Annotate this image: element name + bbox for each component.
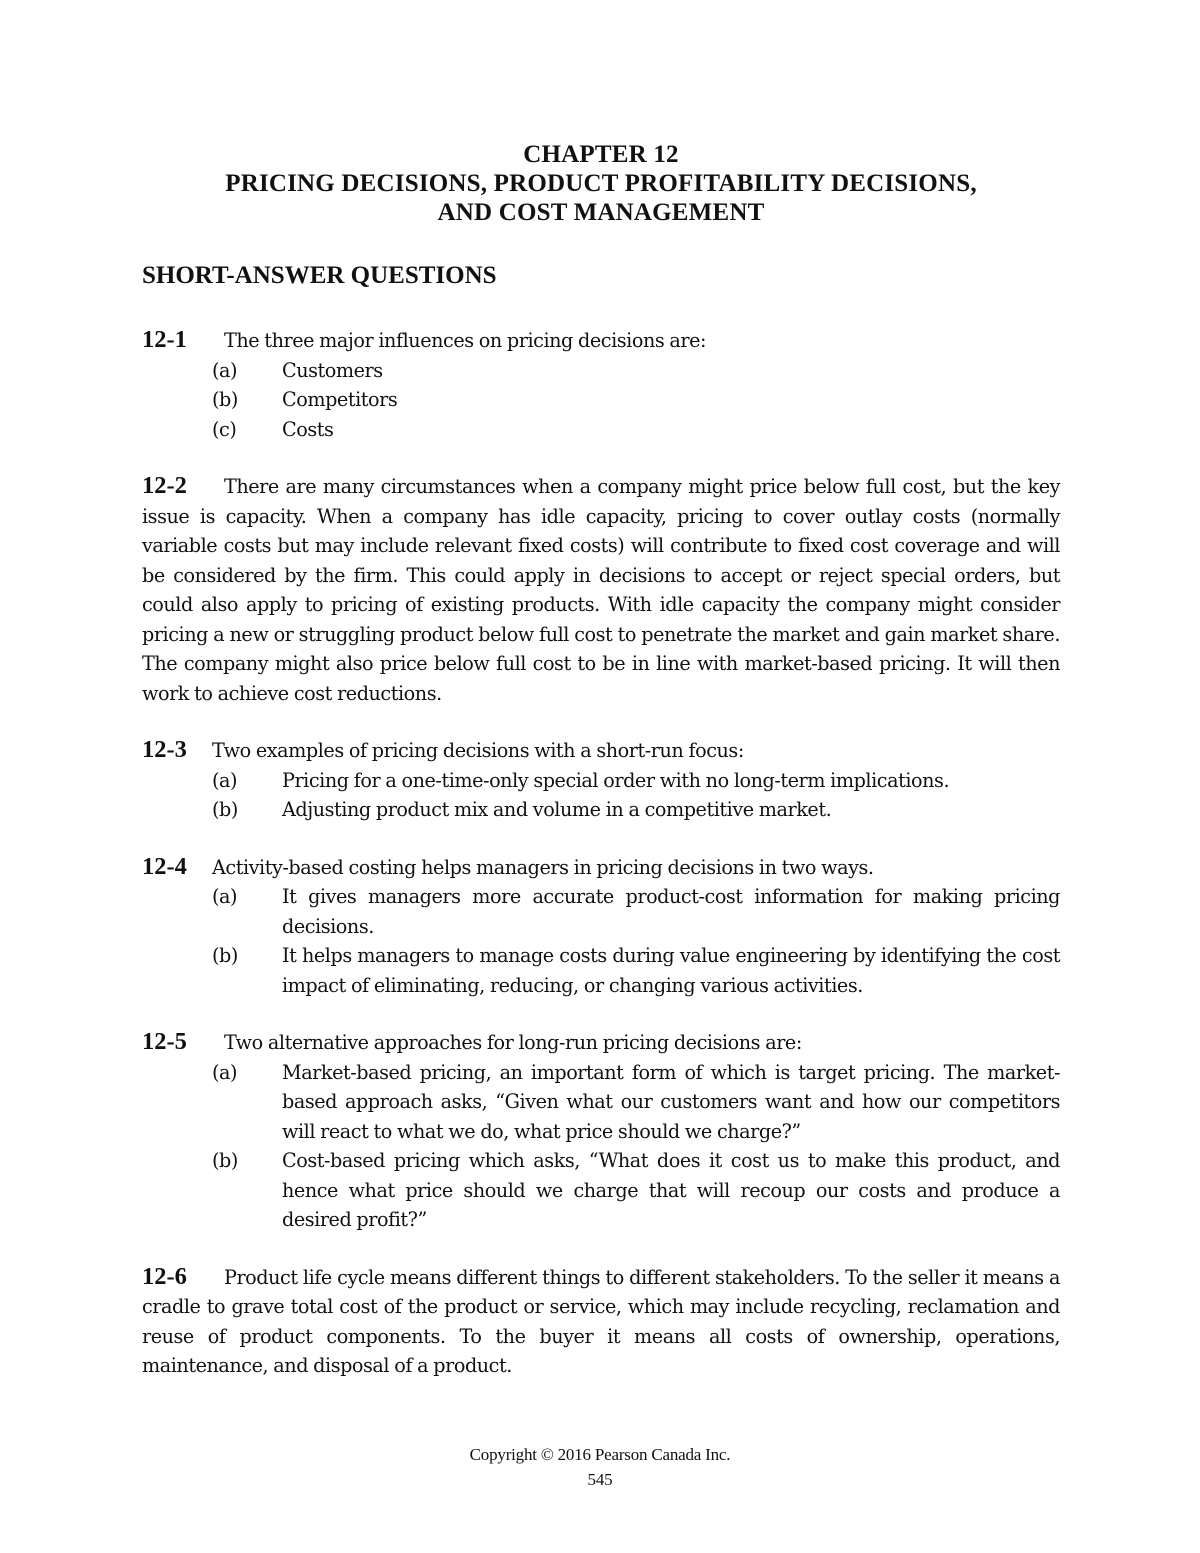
question-number: 12-3 xyxy=(142,736,187,763)
answer-list xyxy=(142,766,1060,825)
question-number: 12-5 xyxy=(142,1028,187,1055)
list-text: Customers xyxy=(282,358,383,382)
list-item xyxy=(142,795,1060,825)
question-12-1 xyxy=(142,325,1060,444)
answer-list xyxy=(142,882,1060,1000)
list-letter: (b) xyxy=(212,944,238,967)
list-letter: (a) xyxy=(212,885,238,908)
question-intro: Activity-based costing helps managers in pricing decisions in two ways. xyxy=(212,855,874,879)
question-12-5 xyxy=(142,1027,1060,1235)
question-answer: There are many circumstances when a company might price below full cost, but the key issue is capacity. When a company has idle capacity, pricing to cover outlay costs (normally variable costs but may include relevant fixed costs) will contribute to fixed cost coverage and will be considered by the firm. This could apply in decisions to accept or reject special orders, but could also apply to pricing of existing products. With idle capacity the company might consider pricing a new or struggling product below full cost to penetrate the market and gain market share. The company might also price below full cost to be in line with market-based pricing. It will then work to achieve cost reductions. xyxy=(142,475,1060,705)
page-number: 545 xyxy=(587,1470,613,1489)
question-12-6 xyxy=(142,1262,1060,1381)
chapter-number: CHAPTER 12 xyxy=(523,141,679,168)
list-item xyxy=(142,385,1060,415)
list-letter: (c) xyxy=(212,417,237,441)
question-number: 12-1 xyxy=(142,326,187,353)
list-letter: (b) xyxy=(212,798,238,821)
list-letter: (a) xyxy=(212,1060,238,1084)
list-item xyxy=(142,1146,1060,1235)
list-item xyxy=(142,356,1060,386)
question-intro: The three major influences on pricing decisions are: xyxy=(224,329,707,352)
list-text: Cost-based pricing which asks, “What does it cost us to make this product, and hence what price should we charge that will recoup our costs and produce a desired profit?” xyxy=(282,1149,1060,1231)
list-letter: (b) xyxy=(212,388,238,411)
list-text: Market-based pricing, an important form of which is target pricing. The market-based approach asks, “Given what our customers want and how our competitors will react to what we do, what price should we charge?” xyxy=(282,1060,1060,1143)
list-letter: (a) xyxy=(212,768,238,792)
question-number: 12-4 xyxy=(142,852,187,880)
list-text: Costs xyxy=(282,417,334,441)
chapter-title xyxy=(142,140,1060,227)
question-number: 12-6 xyxy=(142,1262,187,1290)
question-12-2 xyxy=(142,471,1060,708)
copyright-notice: Copyright © 2016 Pearson Canada Inc. xyxy=(469,1445,731,1464)
list-item xyxy=(142,415,1060,445)
question-number: 12-2 xyxy=(142,472,187,499)
list-letter: (a) xyxy=(212,358,238,382)
page-footer xyxy=(0,1442,1200,1492)
list-item xyxy=(142,882,1060,941)
question-answer: Product life cycle means different things to different stakeholders. To the seller it means a cradle to grave total cost of the product or service, which may include recycling, reclamation and reuse of product components. To the buyer it means all costs of ownership, operations, maintenance, and disposal of a product. xyxy=(142,1265,1060,1377)
list-letter: (b) xyxy=(212,1149,238,1172)
list-text: Competitors xyxy=(282,388,398,411)
section-heading: SHORT-ANSWER QUESTIONS xyxy=(142,262,497,289)
list-text: It gives managers more accurate product-cost information for making pricing decisions. xyxy=(282,885,1060,938)
chapter-title-line-1: PRICING DECISIONS, PRODUCT PROFITABILITY DECISIONS, xyxy=(225,170,977,197)
list-item xyxy=(142,941,1060,1000)
question-intro: Two examples of pricing decisions with a short-run focus: xyxy=(212,739,744,762)
question-intro: Two alternative approaches for long-run pricing decisions are: xyxy=(224,1031,802,1054)
list-text: It helps managers to manage costs during value engineering by identifying the cost impact of eliminating, reducing, or changing various activities. xyxy=(282,944,1060,997)
document-page xyxy=(142,140,1060,1381)
list-text: Adjusting product mix and volume in a competitive market. xyxy=(282,798,832,821)
chapter-title-line-2: AND COST MANAGEMENT xyxy=(437,199,765,226)
question-12-3 xyxy=(142,735,1060,825)
list-text: Pricing for a one-time-only special order with no long-term implications. xyxy=(282,768,950,792)
list-item xyxy=(142,766,1060,796)
question-12-4 xyxy=(142,852,1060,1001)
list-item xyxy=(142,1058,1060,1147)
answer-list xyxy=(142,356,1060,445)
answer-list xyxy=(142,1058,1060,1235)
